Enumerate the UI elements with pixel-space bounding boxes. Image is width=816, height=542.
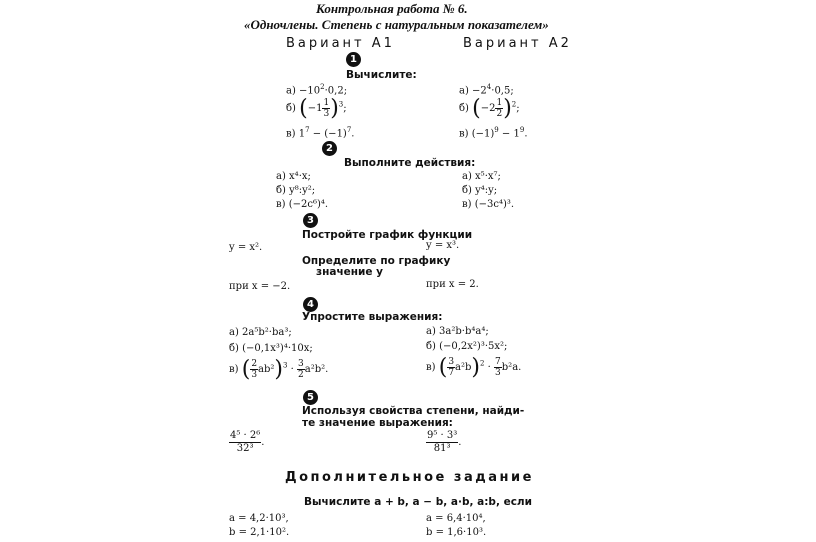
task-3-number: 3: [303, 213, 318, 228]
task-4-a2-a: а) 3a²b·b⁴a⁴;: [426, 326, 489, 337]
extra-task-heading: Дополнительное задание: [285, 470, 534, 485]
variant-a2-header: Вариант А2: [463, 36, 572, 51]
task-1-a1-a: $а) -10^2\cdot 0,2$;: [286, 83, 348, 97]
task-3-a2-function: y = x³.: [426, 240, 460, 251]
task-2-a2-b: б) y⁴:y;: [462, 185, 498, 196]
task-2-heading: Выполните действия:: [344, 157, 476, 169]
task-1-number: 1: [346, 52, 361, 67]
task-4-a1-c: в) ( $\frac{2}{3}$ ab²)$^3$ · $\frac{3}{2}$ a²b².: [229, 357, 329, 382]
task-2-a1-c: в) (−2c⁶)⁴.: [276, 199, 329, 210]
task-5-heading-2: те значение выражения:: [302, 417, 453, 429]
extra-task-instruction: Вычислите a + b, a − b, a·b, a:b, если: [304, 496, 532, 508]
task-1-a2-c: в) $(-1)^9 - 1^9$.: [459, 126, 528, 140]
extra-a2-a-value: a = 6,4·10⁴,: [426, 513, 486, 524]
task-5-a2-expression: $\frac{\text{9⁵ · 3³}}{\text{81³}}$ .: [427, 430, 462, 454]
title-line-2: «Одночлены. Степень с натуральным показателем»: [244, 17, 549, 32]
task-4-a2-c: в) ( $\frac{3}{7}$ a²b)$^2$ · $\frac{7}{3}$ b²a.: [426, 355, 522, 380]
task-4-heading: Упростите выражения:: [302, 311, 443, 323]
task-1-a2-b: б) (−2 $\frac{1}{2}$ )$^2$;: [459, 96, 520, 121]
task-1-heading: Вычислите:: [346, 69, 417, 81]
extra-a1-b-value: b = 2,1·10².: [229, 527, 290, 538]
task-3-a1-function: y = x².: [229, 242, 263, 253]
task-2-a2-c: в) (−3c⁴)³.: [462, 199, 515, 210]
task-2-a1-a: а) x⁴·x;: [276, 171, 311, 182]
extra-a1-a-value: a = 4,2·10³,: [229, 513, 289, 524]
task-4-a2-b: б) (−0,2x²)³·5x²;: [426, 341, 508, 352]
task-4-number: 4: [303, 297, 318, 312]
task-4-a1-b: б) (−0,1x³)⁴·10x;: [229, 343, 313, 354]
extra-a2-b-value: b = 1,6·10³.: [426, 527, 487, 538]
title-line-1: Контрольная работа № 6.: [316, 1, 468, 16]
task-3-subheading-1: Определите по графику: [302, 255, 451, 267]
task-1-a1-c: в) $1^7 - (-1)^7$.: [286, 126, 355, 140]
task-5-number: 5: [303, 390, 318, 405]
task-2-number: 2: [322, 141, 337, 156]
task-2-a2-a: а) x⁵·x⁷;: [462, 171, 501, 182]
task-5-a1-expression: $\frac{\text{4⁵ · 2⁶}}{\text{32³}}$ .: [230, 430, 265, 454]
task-5-heading-1: Используя свойства степени, найди-: [302, 405, 525, 417]
task-3-a2-point: при x = 2.: [426, 279, 479, 290]
task-2-a1-b: б) y⁸:y²;: [276, 185, 316, 196]
variant-a1-header: Вариант А1: [286, 36, 395, 51]
task-3-subheading-2: значение y: [316, 266, 384, 278]
task-4-a1-a: а) 2a⁵b²·ba³;: [229, 327, 292, 338]
task-1-a2-a: $а) -2^4\cdot 0,5$;: [459, 83, 514, 97]
task-1-a1-b: б) (−1 $\frac{1}{3}$ )$^3$;: [286, 96, 347, 121]
task-3-a1-point: при x = −2.: [229, 281, 291, 292]
task-3-heading: Постройте график функции: [302, 229, 473, 241]
